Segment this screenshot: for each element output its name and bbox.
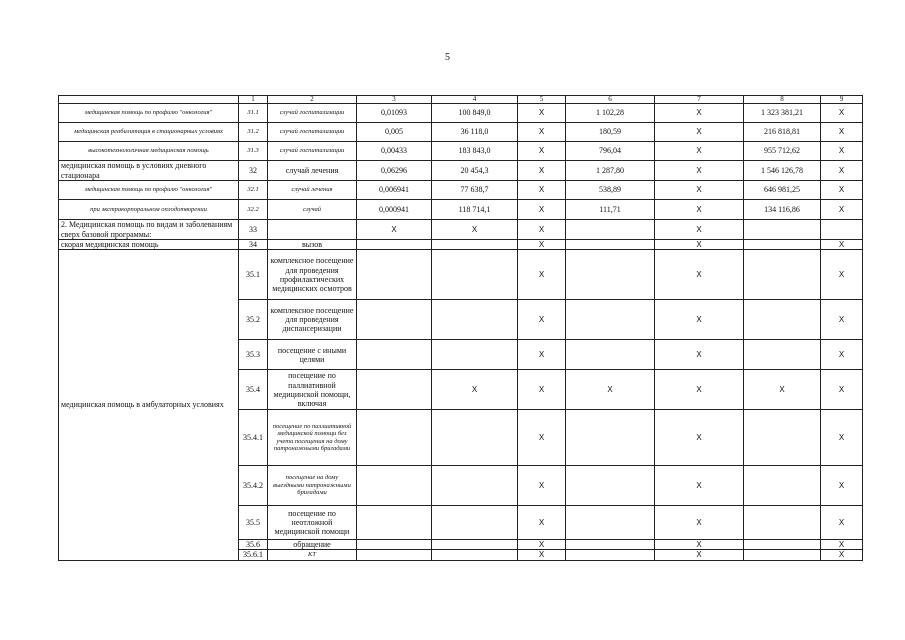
cell-value: 955 712,62	[744, 142, 821, 161]
cell-value: Х	[655, 300, 744, 340]
cell-value	[357, 410, 432, 466]
cell-value	[744, 220, 821, 240]
cell-value: Х	[821, 550, 863, 560]
cell-value	[432, 250, 518, 300]
cell-value: 0,00433	[357, 142, 432, 161]
table-row	[59, 142, 863, 161]
row-number: 34	[239, 240, 268, 250]
cell-value: Х	[821, 300, 863, 340]
cell-value: Х	[821, 410, 863, 466]
cell-value	[432, 340, 518, 370]
cell-value: Х	[821, 123, 863, 142]
header-cell: 1	[239, 96, 268, 104]
cell-value: Х	[655, 410, 744, 466]
cell-value: Х	[518, 550, 566, 560]
cell-value	[744, 550, 821, 560]
cell-value: Х	[655, 220, 744, 240]
cell-value	[432, 550, 518, 560]
cell-value: Х	[821, 240, 863, 250]
row-number: 35.6.1	[239, 550, 268, 560]
row-unit: посещение на дому выездными патронажными бригадами	[268, 466, 357, 506]
table-header-row	[59, 96, 863, 104]
cell-value: Х	[518, 250, 566, 300]
cell-value: 646 981,25	[744, 181, 821, 200]
header-cell: 5	[518, 96, 566, 104]
cell-value	[744, 506, 821, 540]
row-number: 35.5	[239, 506, 268, 540]
cell-value: 0,01093	[357, 104, 432, 123]
cell-value: Х	[821, 540, 863, 550]
row-name: скорая медицинская помощь	[59, 240, 239, 250]
table-row	[59, 200, 863, 220]
row-number: 31.1	[239, 104, 268, 123]
cell-value: Х	[655, 161, 744, 181]
cell-value: Х	[821, 161, 863, 181]
ambulatory-group-label: медицинская помощь в амбулаторных условиях	[59, 250, 239, 560]
services-table	[58, 95, 863, 561]
cell-value: Х	[821, 200, 863, 220]
cell-value: Х	[821, 104, 863, 123]
cell-value: Х	[518, 240, 566, 250]
cell-value	[357, 466, 432, 506]
row-unit: комплексное посещение для проведения профилактических медицинских осмотров	[268, 250, 357, 300]
cell-value	[744, 410, 821, 466]
cell-value: Х	[655, 200, 744, 220]
cell-value: Х	[821, 340, 863, 370]
row-unit: случай лечения	[268, 161, 357, 181]
cell-value: Х	[432, 220, 518, 240]
cell-value: 134 116,86	[744, 200, 821, 220]
cell-value: Х	[518, 540, 566, 550]
cell-value: Х	[821, 506, 863, 540]
row-unit: случай госпитализации	[268, 142, 357, 161]
cell-value: Х	[518, 300, 566, 340]
cell-value: Х	[655, 550, 744, 560]
cell-value: Х	[655, 250, 744, 300]
cell-value: Х	[518, 142, 566, 161]
table-row	[59, 161, 863, 181]
cell-value	[566, 410, 655, 466]
cell-value	[566, 506, 655, 540]
cell-value: 118 714,1	[432, 200, 518, 220]
row-number: 31.2	[239, 123, 268, 142]
cell-value: Х	[518, 104, 566, 123]
cell-value	[744, 300, 821, 340]
cell-value: 0,000941	[357, 200, 432, 220]
cell-value	[432, 410, 518, 466]
cell-value	[744, 250, 821, 300]
row-unit: случай	[268, 200, 357, 220]
row-number: 35.3	[239, 340, 268, 370]
cell-value: 183 843,0	[432, 142, 518, 161]
header-cell: 3	[357, 96, 432, 104]
cell-value: Х	[655, 466, 744, 506]
cell-value: 216 818,81	[744, 123, 821, 142]
header-cell: 7	[655, 96, 744, 104]
row-number: 32	[239, 161, 268, 181]
cell-value: Х	[518, 410, 566, 466]
cell-value: Х	[655, 370, 744, 410]
row-unit: посещение по неотложной медицинской помощи	[268, 506, 357, 540]
row-number: 35.4.2	[239, 466, 268, 506]
cell-value: Х	[821, 142, 863, 161]
row-unit: посещение с иными целями	[268, 340, 357, 370]
cell-value: Х	[655, 506, 744, 540]
table-row	[59, 123, 863, 142]
row-unit: посещение по паллиативной медицинской помощи без учета посещения на дому патронажными бригадами	[268, 410, 357, 466]
cell-value	[432, 300, 518, 340]
cell-value: Х	[655, 240, 744, 250]
cell-value	[357, 550, 432, 560]
row-number: 35.4	[239, 370, 268, 410]
cell-value: Х	[821, 181, 863, 200]
cell-value: Х	[518, 466, 566, 506]
table-row	[59, 250, 863, 300]
page-number: 5	[445, 52, 450, 63]
cell-value: 100 849,0	[432, 104, 518, 123]
row-unit	[268, 220, 357, 240]
cell-value	[432, 506, 518, 540]
cell-value	[432, 240, 518, 250]
cell-value: Х	[518, 220, 566, 240]
row-number: 35.4.1	[239, 410, 268, 466]
cell-value: Х	[518, 200, 566, 220]
cell-value	[357, 340, 432, 370]
row-name: медицинская помощь в условиях дневного стационара	[59, 161, 239, 181]
row-unit: КТ	[268, 550, 357, 560]
cell-value: Х	[655, 340, 744, 370]
table-row	[59, 104, 863, 123]
cell-value: Х	[357, 220, 432, 240]
cell-value	[566, 340, 655, 370]
cell-value: 180,59	[566, 123, 655, 142]
cell-value	[357, 250, 432, 300]
cell-value: 111,71	[566, 200, 655, 220]
row-unit: вызов	[268, 240, 357, 250]
header-cell: 4	[432, 96, 518, 104]
cell-value	[744, 540, 821, 550]
row-name: высокотехнологичная медицинская помощь	[59, 142, 239, 161]
cell-value: 77 638,7	[432, 181, 518, 200]
cell-value: Х	[655, 123, 744, 142]
cell-value: 1 287,80	[566, 161, 655, 181]
table-row	[59, 181, 863, 200]
cell-value: 538,89	[566, 181, 655, 200]
row-name: при экстракорпоральном оплодотворении	[59, 200, 239, 220]
row-number: 33	[239, 220, 268, 240]
header-cell: 8	[744, 96, 821, 104]
cell-value: Х	[518, 340, 566, 370]
cell-value: Х	[655, 181, 744, 200]
row-name: медицинская помощь по профилю "онкология"	[59, 104, 239, 123]
cell-value: Х	[655, 142, 744, 161]
row-name: 2. Медицинская помощь по видам и заболеваниям сверх базовой программы:	[59, 220, 239, 240]
cell-value	[744, 466, 821, 506]
cell-value	[566, 250, 655, 300]
header-cell: 9	[821, 96, 863, 104]
cell-value	[566, 540, 655, 550]
cell-value: Х	[518, 161, 566, 181]
cell-value: 0,005	[357, 123, 432, 142]
row-number: 32.1	[239, 181, 268, 200]
table-row	[59, 240, 863, 250]
cell-value: Х	[518, 506, 566, 540]
row-unit: случай госпитализации	[268, 123, 357, 142]
row-unit: случай госпитализации	[268, 104, 357, 123]
cell-value: Х	[566, 370, 655, 410]
cell-value: Х	[655, 104, 744, 123]
cell-value: Х	[744, 370, 821, 410]
row-number: 35.1	[239, 250, 268, 300]
cell-value	[357, 300, 432, 340]
cell-value: Х	[518, 181, 566, 200]
cell-value: Х	[518, 370, 566, 410]
cell-value: Х	[821, 466, 863, 506]
cell-value: Х	[518, 123, 566, 142]
cell-value: 0,006941	[357, 181, 432, 200]
cell-value: 0,06296	[357, 161, 432, 181]
cell-value	[432, 466, 518, 506]
cell-value: 1 102,28	[566, 104, 655, 123]
row-unit: случай лечения	[268, 181, 357, 200]
row-number: 31.3	[239, 142, 268, 161]
row-number: 35.6	[239, 540, 268, 550]
cell-value	[357, 506, 432, 540]
row-unit: комплексное посещение для проведения диспансеризации	[268, 300, 357, 340]
cell-value: 796,04	[566, 142, 655, 161]
cell-value	[821, 220, 863, 240]
cell-value	[357, 540, 432, 550]
cell-value: Х	[821, 250, 863, 300]
cell-value	[744, 240, 821, 250]
cell-value: 1 546 126,78	[744, 161, 821, 181]
table-row	[59, 220, 863, 240]
row-name: медицинская помощь по профилю "онкология"	[59, 181, 239, 200]
cell-value	[566, 240, 655, 250]
cell-value: 36 118,0	[432, 123, 518, 142]
cell-value: Х	[821, 370, 863, 410]
cell-value	[566, 220, 655, 240]
header-cell: 2	[268, 96, 357, 104]
cell-value: 20 454,3	[432, 161, 518, 181]
row-unit: посещение по паллиативной медицинской помощи, включая	[268, 370, 357, 410]
row-number: 32.2	[239, 200, 268, 220]
cell-value	[744, 340, 821, 370]
cell-value	[566, 300, 655, 340]
cell-value	[566, 550, 655, 560]
cell-value	[432, 540, 518, 550]
row-unit: обращение	[268, 540, 357, 550]
header-cell: 6	[566, 96, 655, 104]
row-number: 35.2	[239, 300, 268, 340]
cell-value: Х	[432, 370, 518, 410]
cell-value	[566, 466, 655, 506]
row-name: медицинская реабилитация в стационарных условиях	[59, 123, 239, 142]
cell-value: 1 323 381,21	[744, 104, 821, 123]
cell-value	[357, 240, 432, 250]
cell-value	[357, 370, 432, 410]
header-cell	[59, 96, 239, 104]
cell-value: Х	[655, 540, 744, 550]
